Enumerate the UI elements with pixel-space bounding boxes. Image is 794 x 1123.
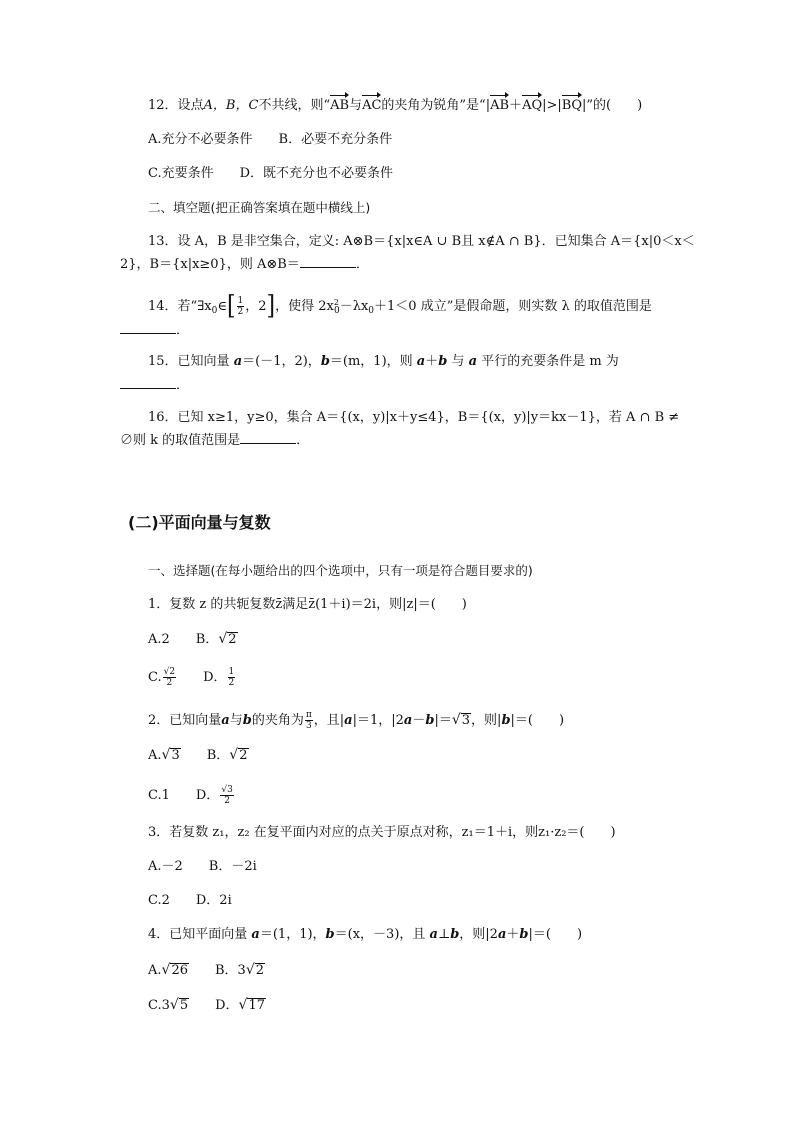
vector-ac: AC: [362, 98, 382, 113]
vector-ab: AB: [330, 98, 350, 113]
question-15-line1: 15．已知向量 a＝(－1，2)，b＝(m，1)，则 a＋b 与 a 平行的充要条件是 m 为: [148, 354, 619, 369]
question-13-line1: 13．设 A，B 是非空集合，定义: A⊗B＝{x|x∈A ∪ B且 x∉A ∩ B}．已知集合 A＝{x|0＜x＜: [148, 234, 695, 249]
question-14-line2: ．: [120, 321, 189, 340]
question-1-options-cd: C. $\frac{√2}{2}$ D． $\frac{1}{2}$: [148, 667, 235, 688]
question-1-options-ab: A.2 B．√2: [148, 631, 237, 647]
question-16-line2: ∅则 k 的取值范围是 ．: [120, 433, 310, 448]
question-14-line1: 14．若“$\exists x_0\in$[ $\frac{1}{2}$ ，2]，使得 $2x^2_0-\lambda x_0+1<0$ 成立”是假命题，则实数 λ 的取值范围是: [148, 290, 652, 321]
answer-blank[interactable]: [300, 255, 356, 268]
question-1-stem: 1．复数 z 的共轭复数z̄满足z̄(1＋i)＝2i，则|z|＝( ): [148, 597, 467, 612]
question-3-options-cd: C.2 D．2i: [148, 893, 232, 908]
answer-blank[interactable]: [240, 431, 296, 444]
question-12-stem: 12．设点A，B，C不共线，则“AB与AC的夹角为锐角”是“|AB＋AQ|>|BQ|”的( ): [148, 98, 643, 113]
question-13-line2: 2}，B＝{x|x≥0}，则 A⊗B＝ ．: [120, 257, 369, 272]
question-16-line1: 16．已知 x≥1，y≥0，集合 A＝{(x，y)|x＋y≤4}，B＝{(x，y)|y＝kx－1}，若 A ∩ B ≠: [148, 410, 680, 425]
question-3-options-ab: A.－2 B．－2i: [148, 859, 257, 874]
question-4-stem: 4．已知平面向量 a＝(1，1)，b＝(x，－3)，且 a⊥b，则|2a＋b|＝( ): [148, 927, 583, 942]
question-2-options-cd: C.1 D． $\frac{√3}{2}$: [148, 785, 233, 806]
question-2-options-ab: A.√3 B．√2: [148, 747, 248, 763]
question-15-line2: ．: [120, 376, 189, 395]
section-heading: (二)平面向量与复数: [128, 513, 271, 532]
question-4-options-ab: A.√26 B．3√2: [148, 962, 265, 978]
question-4-options-cd: C.3√5 D．√17: [148, 997, 265, 1013]
multiple-choice-section-title: 一、选择题(在每小题给出的四个选项中，只有一项是符合题目要求的): [148, 563, 533, 578]
question-12-options-ab: A.充分不必要条件 B．必要不充分条件: [148, 132, 393, 147]
question-2-stem: 2．已知向量a与b的夹角为 $\frac{\pi}{3}$ ，且|a|＝1，|2a－b|＝√3，则|b|＝( ): [148, 710, 565, 731]
answer-blank[interactable]: [120, 376, 176, 389]
question-12-options-cd: C.充要条件 D．既不充分也不必要条件: [148, 166, 394, 181]
answer-blank[interactable]: [120, 321, 176, 334]
question-3-stem: 3．若复数 z₁，z₂ 在复平面内对应的点关于原点对称，z₁＝1＋i，则z₁·z₂＝( ): [148, 825, 616, 840]
fill-in-section-title: 二、填空题(把正确答案填在题中横线上): [148, 200, 371, 215]
